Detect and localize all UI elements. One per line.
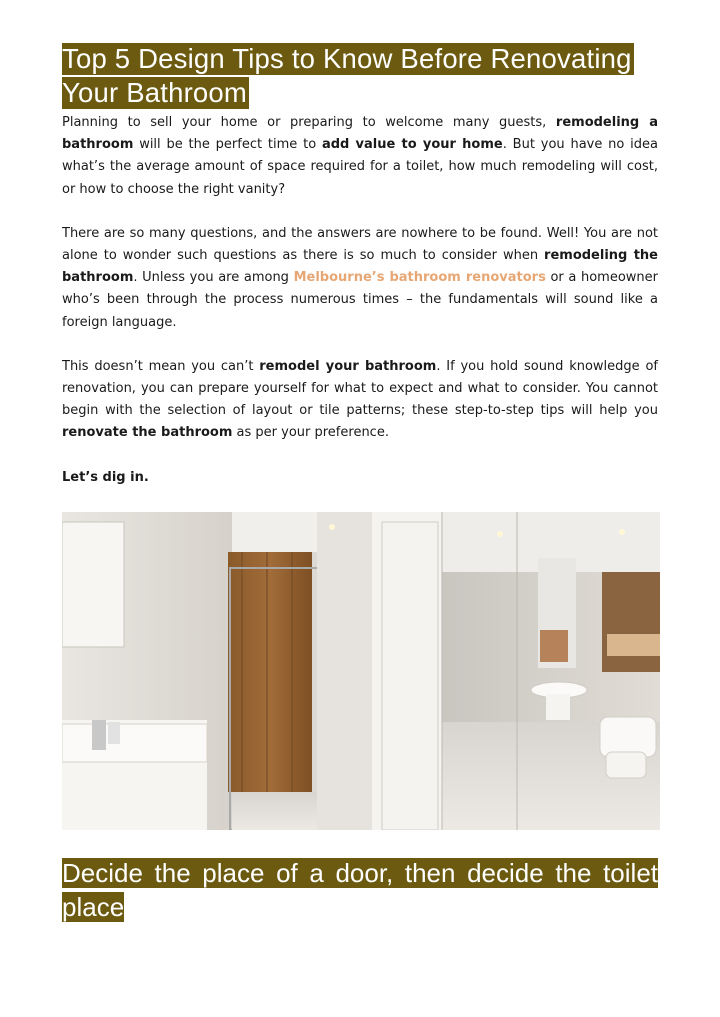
knowledge-paragraph: This doesn’t mean you can’t remodel your bathroom. If you hold sound knowledge of renovation, you can prepare yourself for what to expect and what to consider. You cannot begin with the selection of layout or tile patterns; these step-to-step tips will help you renovate the bathroom as per your preference. (62, 358, 658, 441)
section-heading: Decide the place of a door, then decide the toilet place (62, 858, 658, 922)
questions-paragraph: There are so many questions, and the answers are nowhere to be found. Well! You are not alone to wonder such questions as there is so much to consider when remodeling the bathroom. Unless you are among Melbourne’s bathroom renovators or a homeowner who’s been through the process numerous times – the fundamentals will sound like a foreign language. (62, 225, 658, 330)
page-title: Top 5 Design Tips to Know Before Renovating Your Bathroom (62, 43, 632, 108)
article (62, 42, 658, 489)
intro-paragraph: Planning to sell your home or preparing to welcome many guests, remodeling a bathroom will be the perfect time to add value to your home. But you have no idea what’s the average amount of space required for a toilet, how much remodeling will cost, or how to choose the right vanity? (62, 115, 658, 197)
bathroom-photo (62, 512, 660, 830)
dig-in-line: Let’s dig in. (62, 469, 149, 485)
melbourne-renovators-link[interactable]: Melbourne’s bathroom renovators (293, 270, 546, 286)
